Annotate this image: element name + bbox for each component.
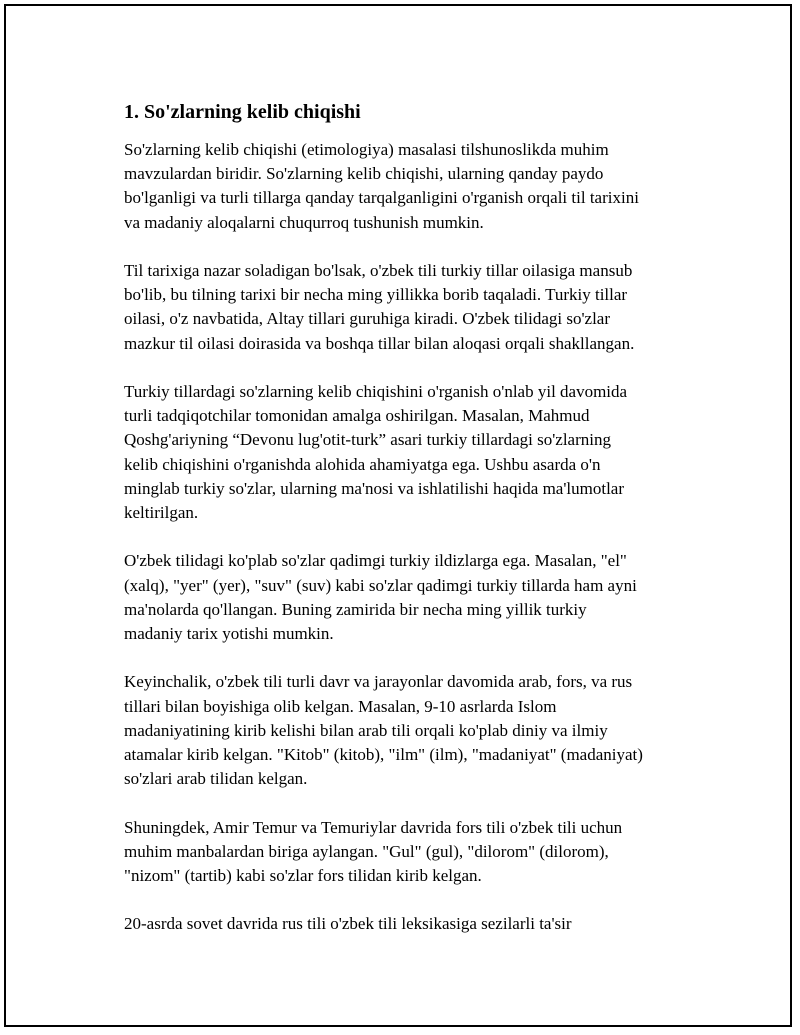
section-heading: 1. So'zlarning kelib chiqishi [124, 101, 361, 123]
paragraph-etymology-intro: So'zlarning kelib chiqishi (etimologiya) masalasi tilshunoslikda muhim mavzulardan biridir. So'zlarning kelib chiqishi, ularning qanday paydo bo'lganligi va turli tillarga qanday tarqalganligini o'rganish orqali til tarixini va madaniy aloqalarni chuqurroq tushunish mumkin. [124, 140, 639, 232]
paragraph-turkic-research: Turkiy tillardagi so'zlarning kelib chiqishini o'rganish o'nlab yil davomida turli tadqiqotchilar tomonidan amalga oshirilgan. Masalan, Mahmud Qoshg'ariyning “Devonu lug'otit-turk” asari turkiy tillardagi so'zlarning kelib chiqishini o'rganishda alohida ahamiyatga ega. Ushbu asarda o'n minglab turkiy so'zlar, ularning ma'nosi va ishlatilishi haqida ma'lumotlar keltirilgan. [124, 382, 628, 523]
paragraph-ancient-roots: O'zbek tilidagi ko'plab so'zlar qadimgi turkiy ildizlarga ega. Masalan, "el" (xalq), "yer" (yer), "suv" (suv) kabi so'zlar qadimgi turkiy tillarda ham ayni ma'nolarda qo'llangan. Buning zamirida bir necha ming yillik turkiy madaniy tarix yotishi mumkin. [124, 551, 637, 644]
paragraph-language-history: Til tarixiga nazar soladigan bo'lsak, o'zbek tili turkiy tillar oilasiga mansub bo'lib, bu tilning tarixi bir necha ming yillikka borib taqaladi. Turkiy tillar oilasi, o'z navbatida, Altay tillari guruhiga kiradi. O'zbek tilidagi so'zlar mazkur til oilasi doirasida va boshqa tillar bilan aloqasi orqali shakllangan. [124, 261, 635, 353]
paragraph-persian-influence: Shuningdek, Amir Temur va Temuriylar davrida fors tili o'zbek tili uchun muhim manbalardan biriga aylangan. "Gul" (gul), "dilorom" (dilorom), "nizom" (tartib) kabi so'zlar fors tilidan kirib kelgan. [124, 817, 623, 886]
paragraph-russian-influence: 20-asrda sovet davrida rus tili o'zbek tili leksikasiga sezilarli ta'sir [124, 914, 572, 934]
document-page [4, 4, 792, 1027]
document-body [120, 99, 692, 961]
paragraph-arabic-influence: Keyinchalik, o'zbek tili turli davr va jarayonlar davomida arab, fors, va rus tillari bilan boyishiga olib kelgan. Masalan, 9-10 asrlarda Islom madaniyatining kirib kelishi bilan arab tili orqali ko'plab diniy va ilmiy atamalar kirib kelgan. "Kitob" (kitob), "ilm" (ilm), "madaniyat" (madaniyat) so'zlari arab tilidan kelgan. [124, 672, 643, 789]
